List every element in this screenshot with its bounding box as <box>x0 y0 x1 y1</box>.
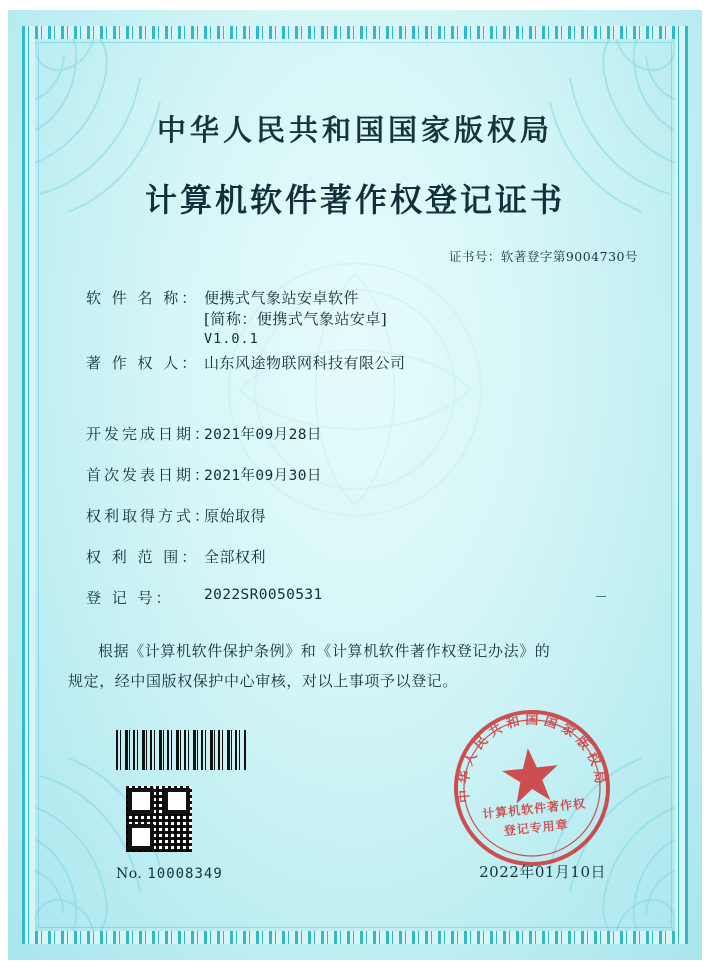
issue-date: 2022年01月10日 <box>479 863 606 881</box>
stray-mark <box>596 596 606 597</box>
field-value: 山东风途物联网科技有限公司 <box>204 354 406 372</box>
field-list <box>64 287 646 608</box>
field-value: 全部权利 <box>204 548 267 566</box>
field-acquisition-method <box>86 505 646 526</box>
field-registration-number <box>86 587 646 608</box>
seal-graphic-icon <box>440 696 625 881</box>
certificate-number-label: 证书号： <box>448 249 501 264</box>
field-label: 登 记 号： <box>86 589 174 607</box>
field-value: 2021年09月28日 <box>204 427 322 443</box>
field-development-date <box>86 423 646 444</box>
field-label: 首次发表日期： <box>86 466 213 484</box>
page-subtitle: 计算机软件著作权登记证书 <box>144 181 565 219</box>
field-value: 2021年09月30日 <box>204 468 322 484</box>
field-label: 开发完成日期： <box>86 425 213 443</box>
software-shortname-value: [简称：便携式气象站安卓] <box>204 310 388 328</box>
field-value: 原始取得 <box>204 507 267 525</box>
seal-center-line-2: 登记专用章 <box>503 817 570 838</box>
legal-statement <box>64 636 646 696</box>
serial-label: No. <box>116 866 143 882</box>
field-first-publish-date <box>86 464 646 485</box>
software-name-value: 便携式气象站安卓软件 <box>204 289 360 307</box>
barcode <box>116 730 246 770</box>
field-value <box>204 287 646 347</box>
field-value: 2022SR0050531 <box>204 587 323 603</box>
serial-number <box>116 866 223 882</box>
code-block <box>116 730 246 852</box>
field-label: 著 作 权 人： <box>86 354 200 372</box>
statement-line-2: 规定，经中国版权保护中心审核，对以上事项予以登记。 <box>68 672 459 690</box>
serial-digits: 10008349 <box>147 866 223 882</box>
seal-center-line-1: 计算机软件著作权 <box>481 796 587 822</box>
official-seal <box>440 696 625 881</box>
field-label: 权 利 范 围： <box>86 548 200 566</box>
field-label: 软 件 名 称： <box>86 289 200 307</box>
certificate-number-value: 软著登字第9004730号 <box>500 249 638 264</box>
statement-line-1: 根据《计算机软件保护条例》和《计算机软件著作权登记办法》的 <box>98 642 551 660</box>
spacer <box>86 393 646 423</box>
field-rights-scope <box>86 546 646 567</box>
certificate-paper <box>8 10 702 960</box>
field-software-name <box>86 287 646 347</box>
field-copyright-owner <box>86 352 646 373</box>
software-version-value: V1.0.1 <box>204 331 259 347</box>
certificate-number <box>64 247 646 265</box>
page-title: 中华人民共和国国家版权局 <box>156 113 553 147</box>
qr-eye-icon <box>128 824 154 850</box>
svg-text:中华人民共和国国家版权局: 中华人民共和国国家版权局 <box>456 712 608 804</box>
qr-code <box>126 786 192 852</box>
field-label: 权利取得方式： <box>86 507 213 525</box>
